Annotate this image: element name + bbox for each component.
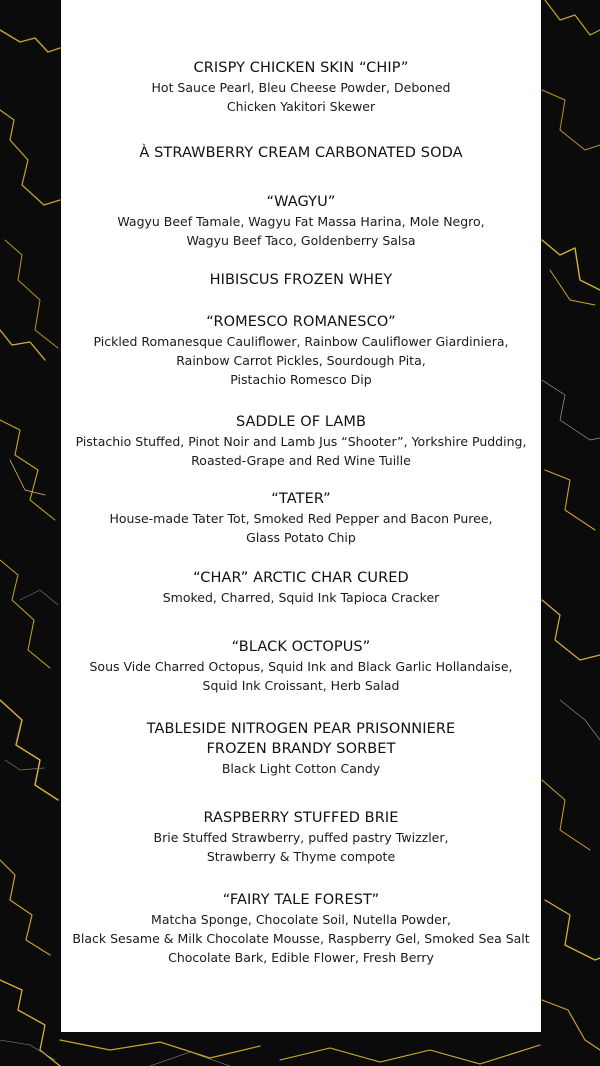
course-title: “ROMESCO ROMANESCO” [206, 314, 396, 330]
course-description-line: Sous Vide Charred Octopus, Squid Ink and Black Garlic Hollandaise, [89, 659, 513, 674]
course-description-line: Pistachio Stuffed, Pinot Noir and Lamb Jus “Shooter”, Yorkshire Pudding, [75, 434, 527, 449]
course-description-line: Black Light Cotton Candy [221, 761, 381, 776]
course-arctic-char [61, 568, 541, 607]
course-description-line: Wagyu Beef Taco, Goldenberry Salsa [186, 233, 416, 248]
course-strawberry-soda [61, 143, 541, 163]
course-description-line: Rainbow Carrot Pickles, Sourdough Pita, [176, 353, 426, 368]
course-title: “CHAR” ARCTIC CHAR CURED [193, 570, 409, 586]
course-description-line: Glass Potato Chip [246, 530, 356, 545]
course-fairy-tale-forest [61, 890, 541, 967]
course-description-line: Chocolate Bark, Edible Flower, Fresh Berry [168, 950, 434, 965]
course-title: HIBISCUS FROZEN WHEY [209, 272, 393, 288]
course-title: “FAIRY TALE FOREST” [222, 892, 380, 908]
course-description-line: Roasted-Grape and Red Wine Tuille [191, 453, 411, 468]
course-description-line: Smoked, Charred, Squid Ink Tapioca Cracker [162, 590, 440, 605]
course-description-line: Pickled Romanesque Cauliflower, Rainbow Cauliflower Giardiniera, [93, 334, 509, 349]
course-description-line: Squid Ink Croissant, Herb Salad [202, 678, 400, 693]
course-tater [61, 489, 541, 547]
course-description-line: Brie Stuffed Strawberry, puffed pastry Twizzler, [153, 830, 449, 845]
course-title: À STRAWBERRY CREAM CARBONATED SODA [139, 145, 463, 161]
course-chicken-skin-chip [61, 58, 541, 116]
course-nitrogen-pear [61, 719, 541, 778]
course-description-line: Strawberry & Thyme compote [206, 849, 396, 864]
course-title: FROZEN BRANDY SORBET [206, 741, 396, 757]
course-description-line: Wagyu Beef Tamale, Wagyu Fat Massa Harina, Mole Negro, [117, 214, 485, 229]
course-description-line: Matcha Sponge, Chocolate Soil, Nutella Powder, [151, 912, 451, 927]
course-title: CRISPY CHICKEN SKIN “CHIP” [193, 60, 409, 76]
course-description-line: Black Sesame & Milk Chocolate Mousse, Raspberry Gel, Smoked Sea Salt [72, 931, 530, 946]
course-description-line: Pistachio Romesco Dip [230, 372, 372, 387]
course-title: SADDLE OF LAMB [235, 414, 367, 430]
course-title: RASPBERRY STUFFED BRIE [203, 810, 399, 826]
course-hibiscus-whey [61, 270, 541, 290]
course-title: “WAGYU” [266, 194, 336, 210]
course-romesco-romanesco [61, 312, 541, 389]
menu-card [61, 0, 541, 1032]
course-title: “BLACK OCTOPUS” [231, 639, 371, 655]
course-description-line: Hot Sauce Pearl, Bleu Cheese Powder, Deboned [151, 80, 451, 95]
course-title: “TATER” [271, 491, 331, 507]
course-saddle-of-lamb [61, 412, 541, 470]
course-wagyu [61, 192, 541, 250]
course-raspberry-brie [61, 808, 541, 866]
course-title: TABLESIDE NITROGEN PEAR PRISONNIERE [146, 721, 456, 737]
course-description-line: House-made Tater Tot, Smoked Red Pepper and Bacon Puree, [109, 511, 493, 526]
course-black-octopus [61, 637, 541, 695]
course-description-line: Chicken Yakitori Skewer [226, 99, 376, 114]
